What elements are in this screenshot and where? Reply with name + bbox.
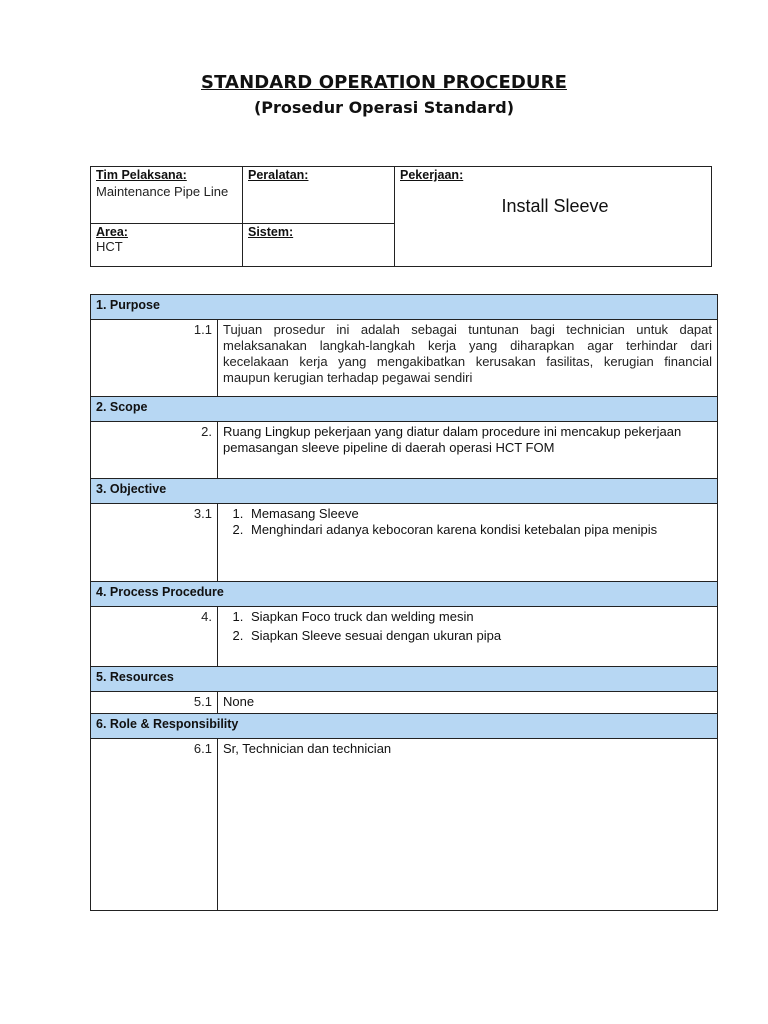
- item-number: 1.1: [91, 320, 218, 397]
- section-row-role: [91, 739, 718, 911]
- section-header-process: [91, 582, 718, 607]
- list-item: 2. Siapkan Sleeve sesuai dengan ukuran pipa: [247, 628, 712, 644]
- peralatan-label: Peralatan:: [248, 168, 309, 182]
- resources-text: None: [218, 692, 718, 714]
- process-list-cell: [218, 607, 718, 667]
- section-title: 2. Scope: [91, 397, 718, 422]
- sistem-label: Sistem:: [248, 225, 294, 239]
- objective-list-cell: [218, 504, 718, 582]
- section-title: 6. Role & Responsibility: [91, 714, 718, 739]
- item-number: 5.1: [91, 692, 218, 714]
- section-row-resources: [91, 692, 718, 714]
- item-number: 3.1: [91, 504, 218, 582]
- document-title: STANDARD OPERATION PROCEDURE: [201, 72, 567, 93]
- list-item: 1. Memasang Sleeve: [247, 506, 712, 522]
- item-number: 2.: [91, 422, 218, 479]
- procedure-table: [90, 294, 718, 911]
- purpose-text: Tujuan prosedur ini adalah sebagai tuntunan bagi technician untuk dapat melaksanakan langkah-langkah kerja yang diharapkan agar terhindar dari kecelakaan kerja yang mengakibatkan kerusakan fasilitas, kerugian financial maupun kerugian terhadap pegawai sendiri: [218, 320, 718, 397]
- scope-text: Ruang Lingkup pekerjaan yang diatur dalam procedure ini mencakup pekerjaan pemasangan sleeve pipeline di daerah operasi HCT FOM: [218, 422, 718, 479]
- section-header-objective: [91, 479, 718, 504]
- section-row-process: [91, 607, 718, 667]
- section-row-objective: [91, 504, 718, 582]
- section-title: 4. Process Procedure: [91, 582, 718, 607]
- area-label: Area:: [96, 225, 128, 239]
- list-item: 2. Menghindari adanya kebocoran karena kondisi ketebalan pipa menipis: [247, 522, 712, 538]
- document-subtitle: (Prosedur Operasi Standard): [253, 98, 515, 117]
- section-row-purpose: [91, 320, 718, 397]
- item-number: 4.: [91, 607, 218, 667]
- process-list: [223, 609, 712, 644]
- section-header-purpose: [91, 295, 718, 320]
- list-item: 1. Siapkan Foco truck dan welding mesin: [247, 609, 712, 625]
- tim-pelaksana-value: Maintenance Pipe Line: [96, 184, 229, 199]
- objective-list: [223, 506, 712, 538]
- section-header-scope: [91, 397, 718, 422]
- section-title: 3. Objective: [91, 479, 718, 504]
- peralatan-cell: [243, 167, 395, 224]
- section-title: 1. Purpose: [91, 295, 718, 320]
- role-text: Sr, Technician dan technician: [218, 739, 718, 911]
- tim-pelaksana-cell: [91, 167, 243, 224]
- area-value: HCT: [96, 239, 123, 254]
- area-cell: [91, 224, 243, 267]
- pekerjaan-label: Pekerjaan:: [400, 168, 464, 182]
- sistem-cell: [243, 224, 395, 267]
- pekerjaan-value: Install Sleeve: [501, 196, 609, 216]
- section-title: 5. Resources: [91, 667, 718, 692]
- item-number: 6.1: [91, 739, 218, 911]
- section-header-resources: [91, 667, 718, 692]
- tim-pelaksana-label: Tim Pelaksana:: [96, 168, 187, 182]
- section-row-scope: [91, 422, 718, 479]
- info-table: [90, 166, 712, 267]
- section-header-role: [91, 714, 718, 739]
- pekerjaan-cell: [395, 167, 712, 267]
